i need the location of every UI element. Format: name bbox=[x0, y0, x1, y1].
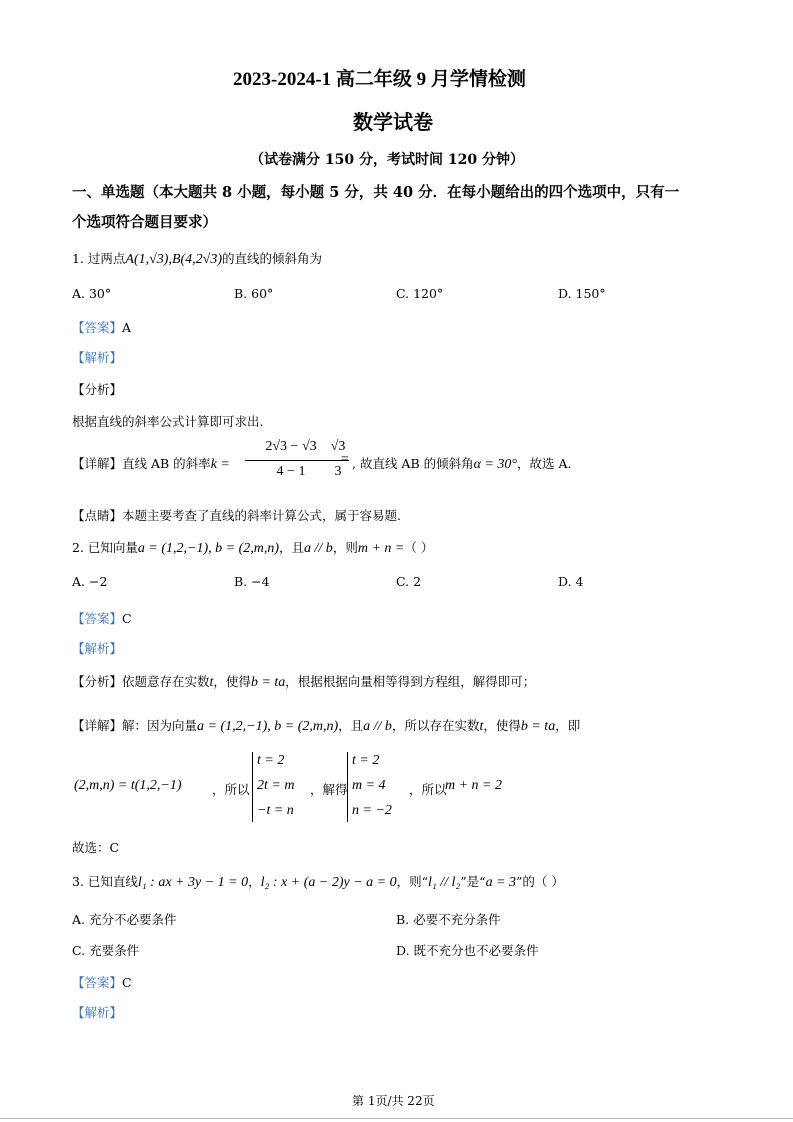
q1-frac1-den: 4 − 1 bbox=[276, 464, 306, 479]
q1-stem bbox=[72, 249, 322, 268]
q2-sys1-brace bbox=[252, 752, 253, 822]
q1-k-label: k = bbox=[210, 457, 230, 472]
q2-sys2-row2: m = 4 bbox=[352, 778, 386, 793]
q2-eq-line: (2,m,n) = t(1,2,−1) bbox=[74, 778, 182, 793]
q1-suffix: 的直线的倾斜角为 bbox=[222, 251, 323, 266]
q2-sys1-row2: 2t = m bbox=[257, 778, 295, 793]
q1-option-a: A. 30° bbox=[72, 286, 112, 301]
q3-analysis-tag: 【解析】 bbox=[72, 1005, 123, 1020]
q1-frac1-bar bbox=[245, 460, 337, 461]
exam-note: （试卷满分 150 分，考试时间 120 分钟） bbox=[250, 152, 524, 168]
q1-detail-a: 直线 AB 的斜率 bbox=[122, 456, 211, 471]
q1-detail-rest bbox=[352, 454, 572, 473]
q1-detail-lead bbox=[72, 454, 230, 473]
q1-point-tag: 【点睛】 bbox=[72, 508, 123, 523]
q3-answer-value: C bbox=[122, 975, 132, 990]
q1-answer-tag: 【答案】 bbox=[72, 320, 123, 335]
q2-sys2-row3: n = −2 bbox=[352, 803, 392, 818]
page-subtitle: 数学试卷 bbox=[353, 112, 433, 134]
q2-detail-vectors: a = (1,2,−1), b = (2,m,n) bbox=[197, 719, 339, 734]
q2-detail-e: ，即 bbox=[555, 718, 581, 733]
q2-fenxi-a: 依题意存在实数 bbox=[122, 674, 210, 689]
q2-stem bbox=[72, 538, 433, 557]
q3-option-d: D. 既不充分也不必要条件 bbox=[396, 943, 539, 958]
q2-detail-parallel: a // b bbox=[363, 719, 392, 734]
q1-detail-b: , 故直线 AB 的倾斜角 bbox=[352, 456, 474, 471]
q3-prefix: 3. 已知直线 bbox=[72, 874, 138, 889]
q1-frac2-den: 3 bbox=[334, 464, 342, 479]
q2-analysis-tag: 【解析】 bbox=[72, 641, 123, 656]
q1-answer-value: A bbox=[122, 320, 132, 335]
q1-frac1-num: 2√3 − √3 bbox=[265, 439, 317, 454]
q2-answer-tag: 【答案】 bbox=[72, 611, 123, 626]
q2-so2: ，所以 bbox=[409, 782, 447, 797]
q3-option-c: C. 充要条件 bbox=[72, 943, 140, 958]
q2-detail-d: ，使得 bbox=[483, 718, 521, 733]
q2-solve: ，解得 bbox=[310, 782, 348, 797]
q3-mid: ，则“ bbox=[396, 874, 428, 889]
q2-fenxi-t: t bbox=[209, 675, 214, 690]
q1-option-b: B. 60° bbox=[234, 286, 274, 301]
q3-l1: l₁ : ax + 3y − 1 = 0 bbox=[137, 875, 249, 890]
q3-end: ”的（ ） bbox=[516, 874, 564, 889]
q1-fenxi-text: 根据直线的斜率公式计算即可求出. bbox=[72, 414, 264, 429]
q2-answer-value: C bbox=[122, 611, 132, 626]
q2-blank: （ ） bbox=[404, 540, 434, 555]
q1-answer bbox=[72, 318, 131, 336]
q3-mid2: ”是“ bbox=[460, 874, 486, 889]
q2-sys1-row1: t = 2 bbox=[257, 753, 285, 768]
q2-detail-bta: b = ta bbox=[520, 719, 556, 734]
q2-fenxi-b: ，使得 bbox=[213, 674, 251, 689]
q2-expr: m + n = bbox=[357, 541, 405, 556]
q2-mid: ，且 bbox=[279, 540, 305, 555]
q2-conclusion: 故选：C bbox=[72, 840, 120, 855]
q2-option-b: B. −4 bbox=[234, 574, 270, 589]
q3-comma: ， bbox=[248, 874, 261, 889]
q2-parallel: a // b bbox=[304, 541, 333, 556]
q3-stem bbox=[72, 872, 564, 891]
q1-fenxi-tag: 【分析】 bbox=[72, 382, 123, 397]
q1-analysis-tag: 【解析】 bbox=[72, 350, 123, 365]
q2-fenxi-tag: 【分析】 bbox=[72, 674, 123, 689]
q2-detail-c: ，所以存在实数 bbox=[391, 718, 480, 733]
q1-point-text: 本题主要考查了直线的斜率计算公式，属于容易题. bbox=[122, 508, 401, 523]
q2-detail-t: t bbox=[479, 719, 484, 734]
q1-prefix: 1. 过两点 bbox=[72, 251, 126, 266]
q2-fenxi bbox=[72, 672, 535, 691]
page-title: 2023-2024-1 高二年级 9 月学情检测 bbox=[233, 69, 526, 90]
q2-fenxi-bta: b = ta bbox=[250, 675, 286, 690]
q1-points: A(1,√3),B(4,2√3) bbox=[125, 252, 223, 267]
q3-cond2: a = 3 bbox=[485, 875, 517, 890]
q1-alpha: α = 30° bbox=[473, 457, 518, 472]
q3-option-b: B. 必要不充分条件 bbox=[396, 912, 501, 927]
q2-vectors: a = (1,2,−1), b = (2,m,n) bbox=[137, 541, 280, 556]
q2-detail bbox=[72, 716, 580, 735]
q2-answer bbox=[72, 609, 132, 627]
q2-fenxi-c: ，根据根据向量相等得到方程组，解得即可； bbox=[285, 674, 536, 689]
q3-answer bbox=[72, 973, 132, 991]
q2-result: m + n = 2 bbox=[445, 778, 503, 793]
q2-option-d: D. 4 bbox=[558, 574, 584, 589]
q3-answer-tag: 【答案】 bbox=[72, 975, 123, 990]
q2-option-c: C. 2 bbox=[396, 574, 422, 589]
page-bottom-divider bbox=[0, 1118, 793, 1119]
q1-frac2-num: √3 bbox=[330, 439, 346, 454]
q2-so1: ，所以 bbox=[212, 782, 250, 797]
q1-frac2-bar bbox=[327, 460, 349, 461]
q2-sys2-brace bbox=[347, 752, 348, 822]
q1-option-d: D. 150° bbox=[558, 286, 606, 301]
q2-prefix: 2. 已知向量 bbox=[72, 540, 138, 555]
q2-detail-b: ，且 bbox=[338, 718, 364, 733]
q2-option-a: A. −2 bbox=[72, 574, 108, 589]
q2-sys2-row1: t = 2 bbox=[352, 753, 380, 768]
q2-detail-a: 解：因为向量 bbox=[122, 718, 198, 733]
section-heading-line2: 个选项符合题目要求） bbox=[72, 214, 217, 231]
page-number: 第 1页/共 22页 bbox=[352, 1094, 435, 1108]
q2-sys1-row3: −t = n bbox=[257, 803, 294, 818]
q3-cond1: l₁ // l₂ bbox=[427, 875, 461, 890]
q2-ask: ，则 bbox=[332, 540, 358, 555]
q3-option-a: A. 充分不必要条件 bbox=[72, 912, 177, 927]
q1-detail-c: ，故选 A. bbox=[517, 456, 572, 471]
q1-detail-tag: 【详解】 bbox=[72, 456, 123, 471]
section-heading-line1: 一、单选题（本大题共 8 小题，每小题 5 分，共 40 分．在每小题给出的四个选项中，只有一 bbox=[72, 184, 680, 201]
q2-detail-tag: 【详解】 bbox=[72, 718, 123, 733]
q1-option-c: C. 120° bbox=[396, 286, 444, 301]
q1-point bbox=[72, 506, 401, 524]
q3-l2: l₂ : x + (a − 2)y − a = 0 bbox=[260, 875, 397, 890]
